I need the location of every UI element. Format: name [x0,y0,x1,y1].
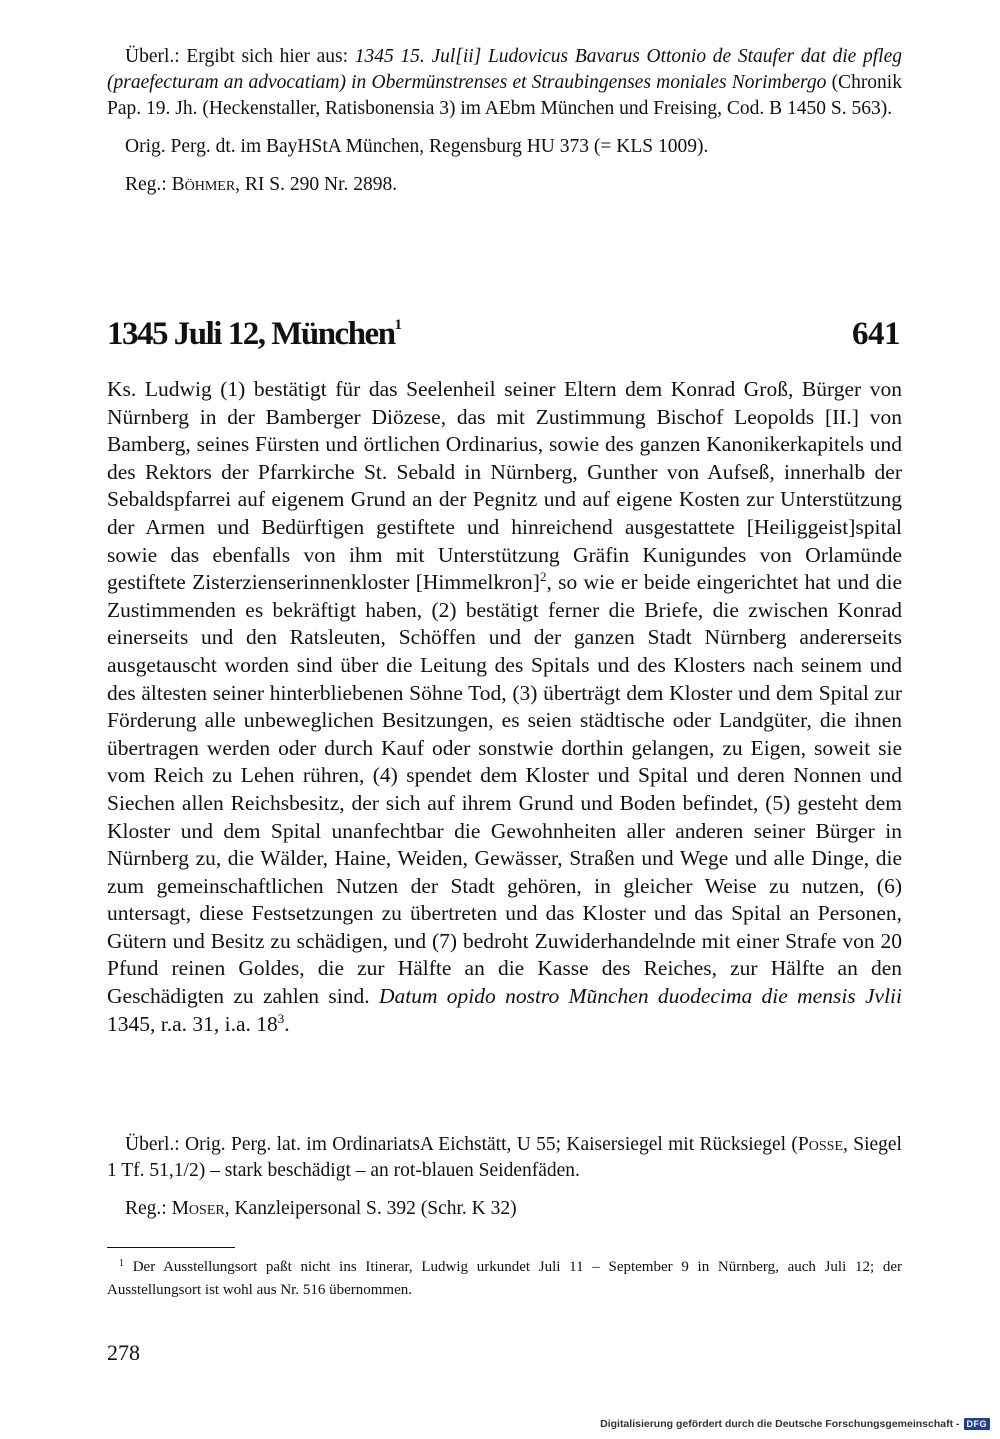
top-reg-label: Reg.: [125,174,172,195]
top-ueberl-label: Überl.: [125,46,187,67]
footnote-text: Der Ausstellungsort paßt nicht ins Itinerar, Ludwig urkundet Juli 11 – September 9 in Nürnberg, auch Juli 12; der Ausstellungsort ist wohl aus Nr. 516 übernommen. [107,1259,902,1298]
bottom-ueberl-label: Überl.: [125,1134,186,1155]
entry-number: 641 [852,316,900,352]
body-part2: , so wie er beide eingerichtet hat und die Zustimmenden es bekräftigt haben, (2) bestätigt ferner die Briefe, die zwischen Konrad einerseits und den Ratsleuten, Schöffen und der ganzen Stadt Nürnberg andererseits ausgetauscht worden sind über die Leitung des Spitals und des Klosters nach seinem und des ältesten seiner hinterbliebenen Söhne Tod, (3) überträgt dem Kloster und dem Spital zur Förderung alle unbeweglichen Besitzungen, es seien städtische oder Landgüter, die ihnen übertragen werden oder durch Kauf oder sonstwie dorthin gelangen, zu Eigen, soweit sie vom Reich zu Lehen rühren, (4) spendet dem Kloster und Spital und deren Nonnen und Siechen allen Reichsbesitz, der sich auf ihrem Grund und Boden befindet, (5) gesteht dem Kloster und dem Spital unanfechtbar die Gewohnheiten aller anderen seiner Bürger in Nürnberg zu, die Wälder, Haine, Weiden, Gewässer, Straßen und Wege und alle Dinge, die zum gemeinschaftlichen Nutzen der Stadt gehören, in gleicher Weise zu nutzen, (6) untersagt, diese Festsetzungen zu übertreten und das Kloster und das Spital an Personen, Gütern und Besitz zu schädigen, und (7) bedroht Zuwiderhandelnde mit einer Strafe von 20 Pfund reinen Goldes, die zur Hälfte an die Kasse des Reiches, zur Hälfte an den Geschädigten zu zahlen sind. [107,570,902,1009]
footnote-mark: 1 [119,1258,124,1269]
top-ueberl-text2: (Chronik Pap. 19. Jh. (Heckenstaller, Ratisbonensia 3) im AEbm München und Freising, Cod. B 1450 S. 563). [107,72,902,119]
bottom-reg-label: Reg.: [125,1198,172,1219]
bottom-transmission-section [107,1132,902,1222]
entry-heading [107,310,902,360]
regest-body [107,376,902,1038]
bottom-ueberl-paragraph [107,1132,902,1184]
top-reg-text: , RI S. 290 Nr. 2898. [235,174,398,195]
body-datum: Datum opido nostro Mu͂nchen duodecima die mensis Jvlii [378,984,903,1009]
digitization-credit [600,1418,990,1430]
entry-date-text: 1345 Juli 12, München [107,316,395,352]
top-ueberl-paragraph [107,44,902,122]
top-ueberl-text1: Ergibt sich hier aus: [186,46,355,67]
bottom-reg-text: , Kanzleipersonal S. 392 (Schr. K 32) [224,1198,517,1219]
page-number: 278 [107,1340,140,1365]
entry-date-place [107,316,402,353]
heading-footnote-mark: 1 [394,317,403,333]
body-footnote-mark-3: 3 [277,1010,285,1026]
top-reg-line [107,172,902,198]
top-ueberl-latin: 1345 15. Jul[ii] Ludovicus Bavarus Ottonio de Staufer dat die pfleg (praefecturam an advocatiam) in Obermünstrenses et Straubingenses moniales Norimbergo [107,46,902,93]
top-transmission-section [107,44,902,198]
body-part1: Ks. Ludwig (1) bestätigt für das Seelenheil seiner Eltern dem Konrad Groß, Bürger von Nürnberg in der Bamberger Diözese, das mit Zustimmung Bischof Leopolds [II.] von Bamberg, seines Fürsten und örtlichen Ordinarius, sowie des ganzen Kanonikerkapitels und des Rektors der Pfarrkirche St. Sebald in Nürnberg, Gunther von Aufseß, innerhalb der Sebaldspfarrei auf eigenem Grund an der Pegnitz und auf eigene Kosten zur Unterstützung der Armen und Bedürftigen gestiftete und hinreichend ausgestattete [Heiliggeist]spital sowie das ebenfalls von ihm mit Unterstützung Gräfin Kunigundes von Orlamünde gestiftete Zisterzienserinnenkloster [Himmelkron] [107,377,902,595]
top-reg-author: Böhmer [171,174,236,195]
bottom-ueberl-text2: , Siegel 1 Tf. 51,1/2) – stark beschädigt – an rot-blauen Seidenfäden. [107,1134,902,1181]
top-orig-line: Orig. Perg. dt. im BayHStA München, Regensburg HU 373 (= KLS 1009). [125,136,709,157]
digitization-note: Digitalisierung gefördert durch die Deutsche Forschungsgemeinschaft - [600,1418,960,1430]
footnote-divider [107,1247,235,1248]
dfg-logo: DFG [964,1418,991,1430]
body-part4: . [284,1011,290,1036]
bottom-ueberl-author: Posse [797,1134,844,1155]
footnote-1 [107,1256,902,1302]
bottom-ueberl-text1: Orig. Perg. lat. im OrdinariatsA Eichstätt, U 55; Kaisersiegel mit Rücksiegel ( [185,1134,798,1155]
body-footnote-mark-2: 2 [539,569,547,585]
body-part3: 1345, r.a. 31, i.a. 18 [107,1011,278,1036]
bottom-reg-line [107,1196,902,1222]
bottom-reg-author: Moser [171,1198,225,1219]
